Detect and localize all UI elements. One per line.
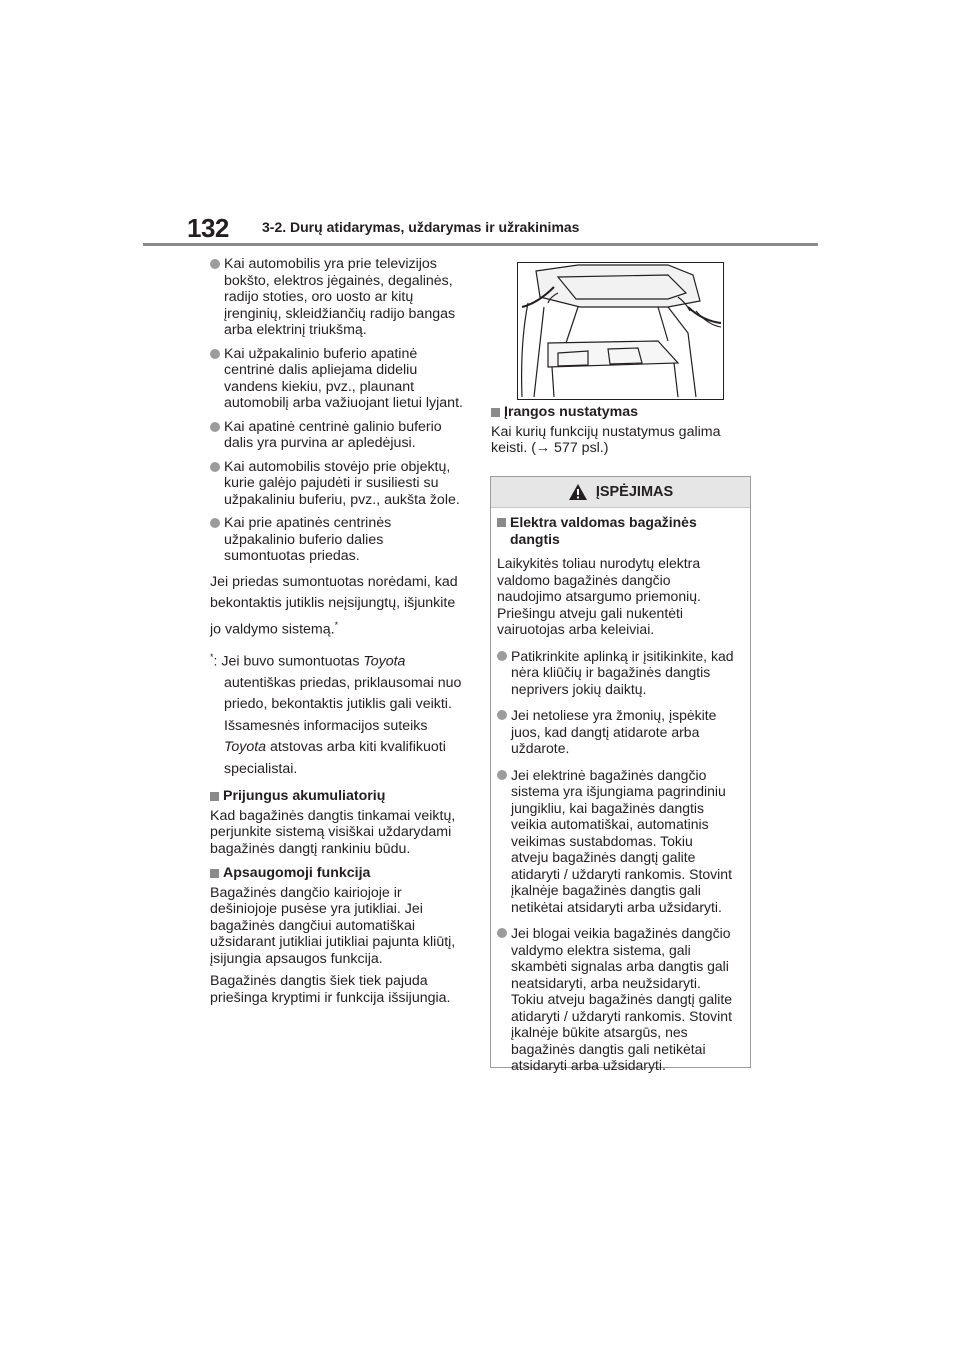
- warning-intro: Laikykitės toliau nurodytų elektra valdomo bagažinės dangčio naudojimo atsargumo priemonių. Priešingu atveju gali nukentėti vairuotojas arba keleiviai.: [497, 555, 701, 637]
- bullet-dot-icon: [210, 259, 220, 269]
- bullet-dot-icon: [497, 928, 507, 938]
- bullet-dot-icon: [210, 422, 220, 432]
- square-bullet-icon: [210, 869, 219, 878]
- battery-heading: Prijungus akumuliatorių: [210, 788, 472, 805]
- header-rule: [143, 243, 818, 246]
- list-item: Patikrinkite aplinką ir įsitikinkite, kad nėra kliūčių ir bagažinės dangtis neprivers jokių daiktų.: [497, 648, 745, 698]
- list-item: Jei netoliese yra žmonių, įspėkite juos, kad dangtį atidarote arba uždarote.: [497, 707, 745, 757]
- list-item: Kai apatinė centrinė galinio buferio dalis yra purvina ar apledėjusi.: [210, 419, 472, 452]
- list-item: Jei elektrinė bagažinės dangčio sistema yra išjungiama pagrindiniu jungikliu, kai bagažinės dangtis veikia automatiškai, automatinis veikimas sustabdomas. Tokiu atveju bagažinės dangtį galite atidaryti / uždaryti rankomis. Stovint įkalnėje bagažinės dangtis gali netikėtai atsidaryti arba užsidaryti.: [497, 767, 745, 916]
- bullet-dot-icon: [497, 651, 507, 661]
- warning-title: ĮSPĖJIMAS: [595, 484, 674, 500]
- warning-body: [491, 508, 750, 1074]
- square-bullet-icon: [210, 792, 219, 801]
- right-column: [491, 404, 753, 463]
- tailgate-drawing: [518, 263, 723, 399]
- bullet-dot-icon: [210, 349, 220, 359]
- bullet-dot-icon: [497, 710, 507, 720]
- protection-text-2: Bagažinės dangtis šiek tiek pajuda priešinga kryptimi ir funkcija išsijungia.: [210, 973, 451, 1006]
- bullet-dot-icon: [210, 518, 220, 528]
- protection-heading: Apsaugomoji funkcija: [210, 865, 472, 882]
- bullet-dot-icon: [497, 770, 507, 780]
- settings-heading: Įrangos nustatymas: [491, 404, 753, 421]
- battery-text: Kad bagažinės dangtis tinkamai veiktų, perjunkite sistemą visiškai uždarydami bagažinės dangtį rankiniu būdu.: [210, 807, 456, 857]
- list-item: Kai užpakalinio buferio apatinė centrinė dalis apliejama dideliu vandens kiekiu, pvz., plaunant automobilį arba važiuojant lietui lyjant.: [210, 346, 472, 412]
- left-column: [210, 256, 472, 1012]
- warning-box: [490, 476, 751, 1073]
- footnote: *: Jei buvo sumontuotas Toyota autentiškas priedas, priklausomai nuo priedo, bekontaktis jutiklis gali veikti. Išsamesnės informacijos suteiks Toyota atstovas arba kiti kvalifikuoti specialistai.: [210, 651, 462, 777]
- warning-triangle-icon: [568, 483, 588, 501]
- bullet-dot-icon: [210, 462, 220, 472]
- square-bullet-icon: [491, 408, 500, 417]
- section-title: 3-2. Durų atidarymas, uždarymas ir užrakinimas: [262, 219, 580, 235]
- protection-text-1: Bagažinės dangčio kairiojoje ir dešiniojoje pusėse yra jutikliai. Jei bagažinės dangčiui automatiškai užsidarant jutikliai jutikliai pajunta kliūtį, įsijungia apsaugos funkcija.: [210, 884, 456, 967]
- list-item: Jei blogai veikia bagažinės dangčio valdymo elektra sistema, gali skambėti signalas arba dangtis gali neatsidaryti, arba neužsidaryti. Tokiu atveju bagažinės dangtį galite atidaryti / uždaryti rankomis. Stovint įkalnėje būkite atsargūs, nes bagažinės dangtis gali netikėtai atsidaryti arba užsidaryti.: [497, 925, 745, 1074]
- warning-subheading: Elektra valdomas bagažinės dangtis: [497, 514, 745, 547]
- square-bullet-icon: [497, 518, 506, 527]
- tailgate-illustration: [517, 262, 724, 400]
- list-item: Kai prie apatinės centrinės užpakalinio buferio dalies sumontuotas priedas.: [210, 515, 472, 565]
- warning-header: [491, 477, 750, 508]
- list-item: Kai automobilis stovėjo prie objektų, kurie galėjo pajudėti ir susiliesti su užpakaliniu buferiu, pvz., aukšta žole.: [210, 459, 472, 509]
- page-number: 132: [187, 213, 229, 243]
- accessory-note: Jei priedas sumontuotas norėdami, kad bekontaktis jutiklis neįsijungtų, išjunkite jo valdymo sistemą.*: [210, 573, 458, 638]
- list-item: Kai automobilis yra prie televizijos bokšto, elektros jėgainės, degalinės, radijo stoties, oro uosto ar kitų įrenginių, skleidžiančių radijo bangas arba elektrinį triukšmą.: [210, 256, 472, 339]
- settings-text: Kai kurių funkcijų nustatymus galima keisti. (→ 577 psl.): [491, 423, 721, 456]
